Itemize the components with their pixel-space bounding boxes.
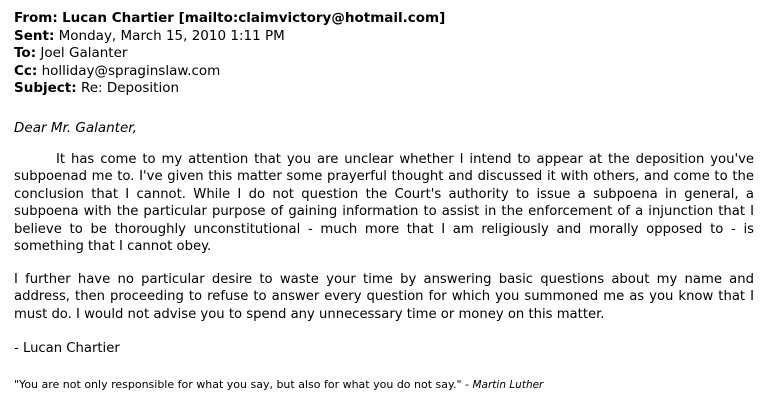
header-label-sent: Sent: [14, 27, 55, 44]
header-label-cc: Cc: [14, 62, 38, 79]
email-salutation: Dear Mr. Galanter, [14, 119, 137, 136]
email-header-block [14, 10, 763, 98]
header-row-cc [14, 63, 763, 81]
header-label-to: To: [14, 45, 37, 61]
header-value-to: Joel Galanter [40, 45, 128, 61]
header-value-sent: Monday, March 15, 2010 1:11 PM [58, 27, 285, 44]
header-value-from: Lucan Chartier [mailto:claimvictory@hotmail.com] [62, 10, 446, 26]
header-row-sent [14, 28, 763, 46]
header-row-from [14, 10, 763, 28]
email-signature: - Lucan Chartier [14, 341, 120, 356]
header-value-subject: Re: Deposition [80, 80, 180, 96]
header-label-from: From: [14, 10, 58, 26]
header-label-subject: Subject: [14, 80, 77, 96]
header-row-to [14, 45, 763, 63]
quote-text: "You are not only responsible for what you say, but also for what you do not say." - [14, 378, 469, 391]
quote-attribution: Martin Luther [472, 379, 544, 391]
email-footer-quote [14, 378, 543, 391]
email-paragraph-2: I further have no particular desire to waste your time by answering basic questions about my name and address, then proceeding to refuse to answer every question for which you summoned me as you know that I must do. I would not advise you to spend any unnecessary time or money on this matter. [14, 271, 754, 322]
header-value-cc: holliday@spraginslaw.com [41, 62, 221, 79]
email-paragraph-1: It has come to my attention that you are unclear whether I intend to appear at the deposition you've subpoenad me to. I've given this matter some prayerful thought and discussed it with others, and come to the conclusion that I cannot. While I do not question the Court's authority to issue a subpoena in general, a subpoena with the particular purpose of gaining information to assist in the enforcement of a injunction that I believe to be thoroughly unconstitutional - much more that I am religiously and morally opposed to - is something that I cannot obey. [14, 151, 754, 254]
header-row-subject [14, 80, 763, 98]
